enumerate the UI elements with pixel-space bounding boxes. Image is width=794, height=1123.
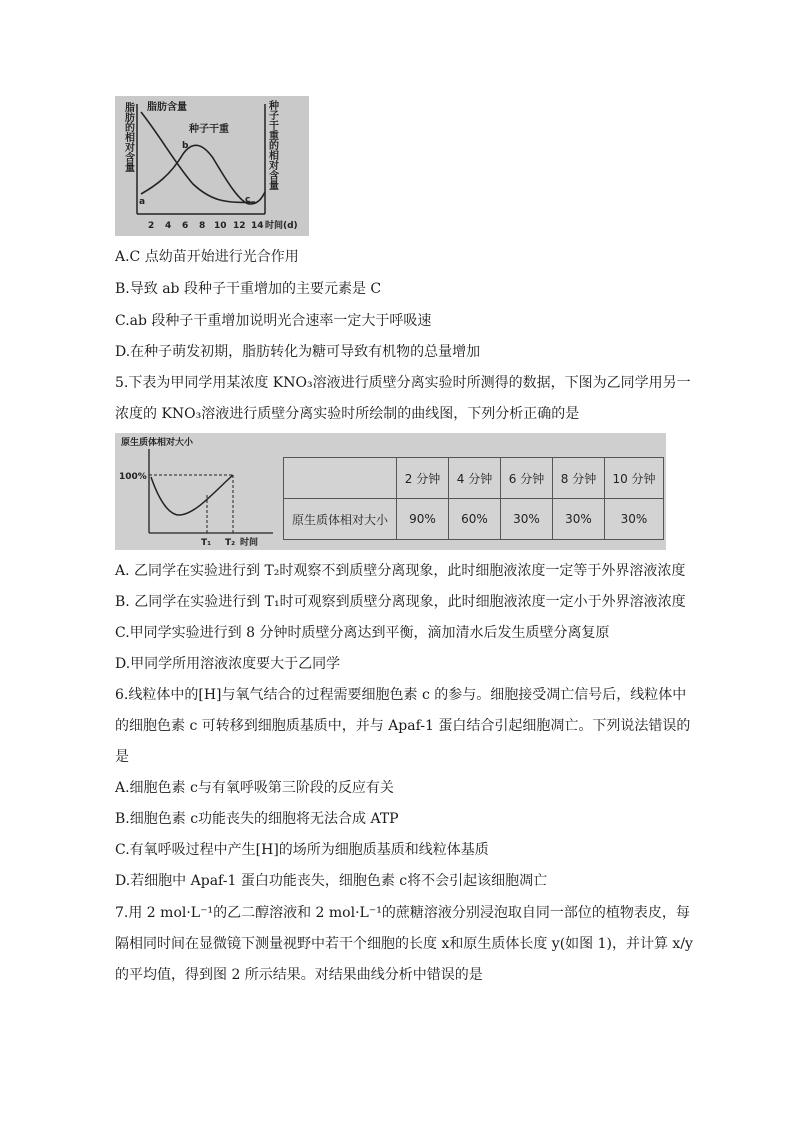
fat-curve-label: 脂肪含量 xyxy=(147,102,187,113)
q7-stem-line3: 的平均值，得到图 2 所示结果。对结果曲线分析中错误的是 xyxy=(115,967,483,983)
graph-x-label: 时间 xyxy=(240,538,259,548)
point-a: a xyxy=(139,197,146,207)
protoplast-curve xyxy=(151,475,233,515)
x-tick: 6 xyxy=(182,221,189,231)
q7-stem-line2: 隔相同时间在显微镜下测量视野中若干个细胞的长度 x和原生质体长度 y(如图 1)，并计算 x/y xyxy=(115,936,693,952)
table-header-cell: 8 分钟 xyxy=(553,458,605,499)
q5-option-b: B. 乙同学在实验进行到 T₁时可观察到质壁分离现象，此时细胞液浓度一定小于外界溶液浓度 xyxy=(115,594,686,610)
q6-stem-line3: 是 xyxy=(115,749,129,765)
q4-option-d: D.在种子萌发初期，脂肪转化为糖可导致有机物的总量增加 xyxy=(115,344,481,360)
q6-option-a: A.细胞色素 c与有氧呼吸第三阶段的反应有关 xyxy=(115,780,394,796)
q6-option-d: D.若细胞中 Apaf-1 蛋白功能丧失，细胞色素 c将不会引起该细胞凋亡 xyxy=(115,873,548,889)
graph-t2: T₂ xyxy=(225,538,236,548)
table-cell: 90% xyxy=(397,499,449,540)
q4-option-a: A.C 点幼苗开始进行光合作用 xyxy=(115,249,299,265)
table-cell: 30% xyxy=(553,499,605,540)
seed-curve-label: 种子干重 xyxy=(189,124,229,135)
table-cell: 60% xyxy=(449,499,501,540)
table-header-cell: 2 分钟 xyxy=(397,458,449,499)
x-axis-unit: 时间(d) xyxy=(265,221,298,231)
x-tick: 4 xyxy=(165,221,172,231)
table-row-label: 原生质体相对大小 xyxy=(284,499,397,540)
left-axis-label: 脂肪的相对含量 xyxy=(122,102,134,172)
table-header-cell: 6 分钟 xyxy=(501,458,553,499)
q6-option-c: C.有氧呼吸过程中产生[H]的场所为细胞质基质和线粒体基质 xyxy=(115,842,489,858)
point-b: b xyxy=(182,141,189,151)
q5-stem-line2: 浓度的 KNO₃溶液进行质壁分离实验时所绘制的曲线图，下列分析正确的是 xyxy=(115,406,580,422)
q5-option-d: D.甲同学所用溶液浓度要大于乙同学 xyxy=(115,656,341,672)
q6-stem-line1: 6.线粒体中的[H]与氧气结合的过程需要细胞色素 c 的参与。细胞接受凋亡信号后，线粒体中 xyxy=(115,687,687,703)
graph-t1: T₁ xyxy=(201,538,212,548)
table-cell: 30% xyxy=(501,499,553,540)
q4-option-c: C.ab 段种子干重增加说明光合速率一定大于呼吸速 xyxy=(115,313,432,329)
table-row xyxy=(284,458,664,499)
q7-stem-line1: 7.用 2 mol·L⁻¹的乙二醇溶液和 2 mol·L⁻¹的蔗糖溶液分别浸泡取自同一部位的植物表皮，每 xyxy=(115,905,690,921)
x-tick: 10 xyxy=(214,221,227,231)
q5-option-c: C.甲同学实验进行到 8 分钟时质壁分离达到平衡，滴加清水后发生质壁分离复原 xyxy=(115,625,610,641)
x-tick: 14 xyxy=(251,221,264,231)
table-cell: 30% xyxy=(605,499,664,540)
right-axis-label: 种子干重的相对含量 xyxy=(266,100,278,190)
x-tick: 12 xyxy=(233,221,246,231)
x-tick: 2 xyxy=(148,221,155,231)
point-c: c xyxy=(245,195,251,205)
x-tick: 8 xyxy=(199,221,206,231)
graph-y-100: 100% xyxy=(119,472,147,482)
q6-option-b: B.细胞色素 c功能丧失的细胞将无法合成 ATP xyxy=(115,811,399,827)
q5-option-a: A. 乙同学在实验进行到 T₂时观察不到质壁分离现象，此时细胞液浓度一定等于外界溶液浓度 xyxy=(115,563,686,579)
table-header-cell: 10 分钟 xyxy=(605,458,664,499)
q6-stem-line2: 的细胞色素 c 可转移到细胞质基质中，并与 Apaf-1 蛋白结合引起细胞凋亡。下列说法错误的 xyxy=(115,718,691,734)
table-row xyxy=(284,499,664,540)
table-header-cell: 4 分钟 xyxy=(449,458,501,499)
q5-stem-line1: 5.下表为甲同学用某浓度 KNO₃溶液进行质壁分离实验时所测得的数据，下图为乙同学用另一 xyxy=(115,375,691,391)
fat-seed-figure xyxy=(115,96,309,236)
plasmolysis-table xyxy=(283,457,664,540)
graph-y-label: 原生质体相对大小 xyxy=(121,438,194,448)
q4-option-b: B.导致 ab 段种子干重增加的主要元素是 C xyxy=(115,281,382,297)
